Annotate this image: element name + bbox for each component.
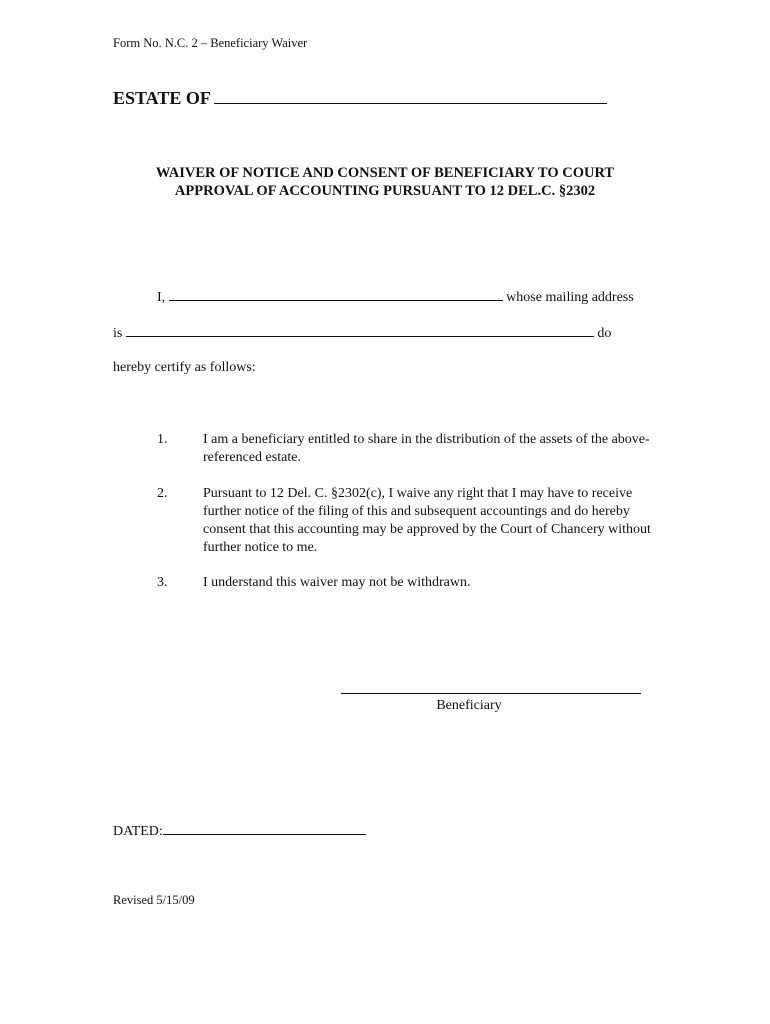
intro-line-1: [157, 288, 634, 306]
dated-row: [113, 822, 366, 840]
signature-label: Beneficiary: [436, 698, 502, 713]
title-line-2: APPROVAL OF ACCOUNTING PURSUANT TO 12 DEL.C. §2302: [174, 183, 596, 199]
mailing-address-label: whose mailing address: [506, 290, 634, 305]
do-label: do: [597, 326, 612, 341]
form-number: Form No. N.C. 2 – Beneficiary Waiver: [113, 36, 308, 50]
certify-text: hereby certify as follows:: [113, 360, 256, 375]
item-number: 3.: [157, 575, 168, 590]
list-item: [157, 431, 652, 471]
list-item: [157, 485, 652, 561]
intro-prefix: I,: [157, 290, 166, 305]
item-number: 1.: [157, 432, 168, 447]
list-item: [157, 574, 652, 594]
mailing-address-field[interactable]: [126, 324, 594, 337]
signature-line[interactable]: [341, 693, 641, 694]
title-line-1: WAIVER OF NOTICE AND CONSENT OF BENEFICIARY TO COURT: [155, 165, 615, 181]
estate-name-field[interactable]: [214, 89, 607, 104]
estate-of-heading: [113, 88, 607, 109]
revision-date: Revised 5/15/09: [113, 893, 195, 907]
estate-label: ESTATE OF: [113, 88, 211, 108]
dated-label: DATED:: [113, 824, 163, 839]
document-title: [100, 164, 670, 200]
is-label: is: [113, 326, 123, 341]
intro-line-2: [113, 324, 611, 342]
item-text: I am a beneficiary entitled to share in the distribution of the assets of the above-referenced estate.: [203, 432, 650, 465]
beneficiary-name-field[interactable]: [169, 288, 503, 301]
date-field[interactable]: [163, 822, 366, 835]
item-text: Pursuant to 12 Del. C. §2302(c), I waive any right that I may have to receive further notice of the filing of this and subsequent accountings and do hereby consent that this accounting may be approved by the Court of Chancery without further notice to me.: [203, 486, 651, 555]
item-text: I understand this waiver may not be withdrawn.: [203, 575, 471, 590]
item-number: 2.: [157, 486, 168, 501]
